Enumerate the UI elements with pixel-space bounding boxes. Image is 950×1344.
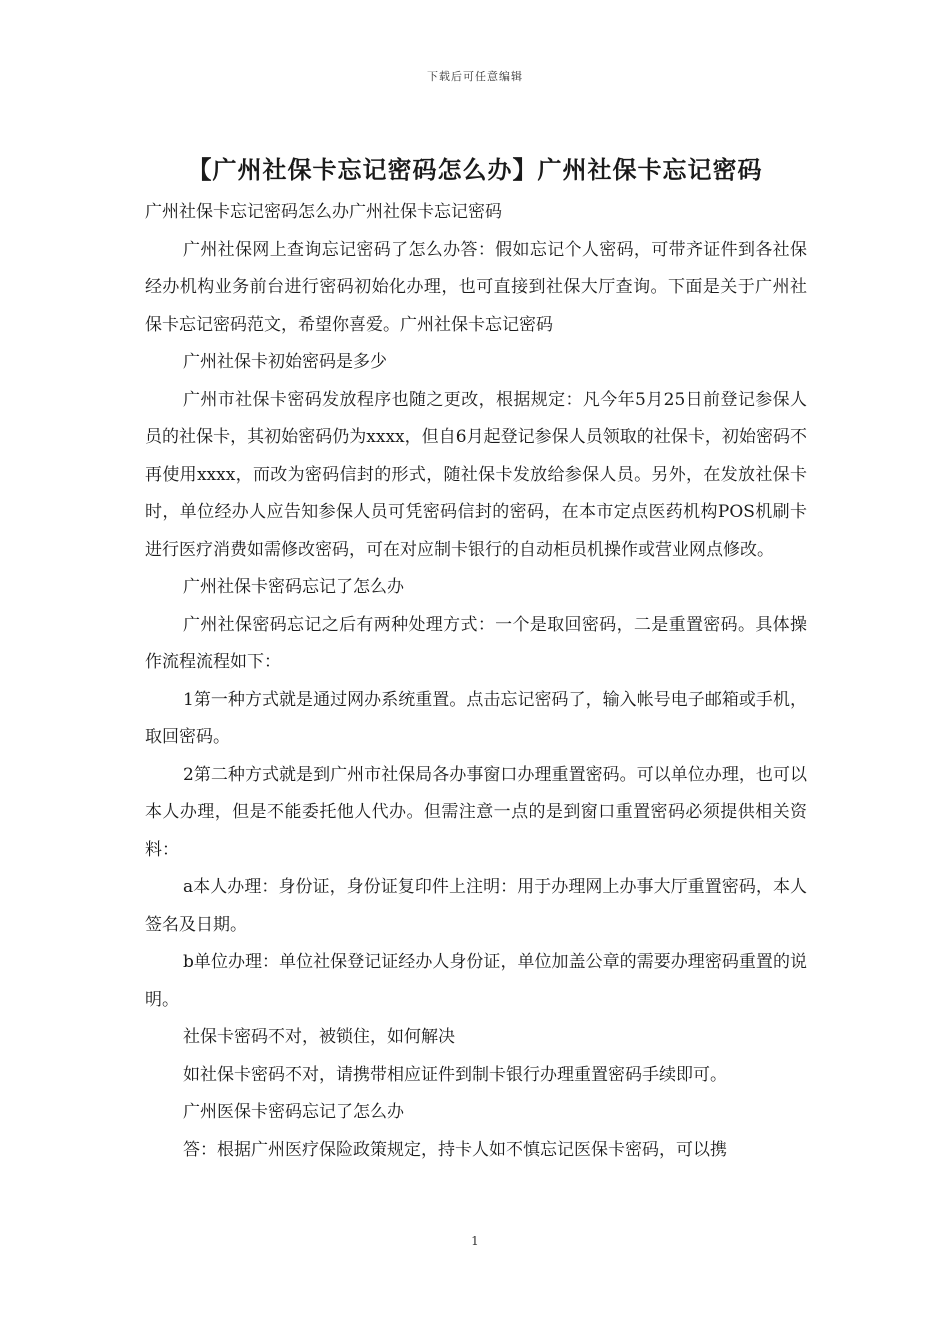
section-heading: 社保卡密码不对，被锁住，如何解决 (183, 1027, 455, 1047)
list-item: b单位办理：单位社保登记证经办人身份证，单位加盖公章的需要办理密码重置的说明。 (145, 952, 807, 1010)
paragraph: 广州社保卡忘记密码怎么办广州社保卡忘记密码 (145, 202, 502, 222)
paragraph: 答：根据广州医疗保险政策规定，持卡人如不慎忘记医保卡密码，可以携 (183, 1139, 727, 1160)
list-item: a本人办理：身份证，身份证复印件上注明：用于办理网上办事大厅重置密码，本人签名及日期。 (145, 877, 807, 935)
page-number: 1 (471, 1234, 479, 1248)
paragraph: 广州社保网上查询忘记密码了怎么办答：假如忘记个人密码，可带齐证件到各社保经办机构业务前台进行密码初始化办理，也可直接到社保大厅查询。下面是关于广州社保卡忘记密码范文，希望你喜爱。广州社保卡忘记密码 (145, 239, 807, 335)
list-item: 1第一种方式就是通过网办系统重置。点击忘记密码了，输入帐号电子邮箱或手机，取回密码。 (145, 689, 807, 747)
document-title: 【广州社保卡忘记密码怎么办】广州社保卡忘记密码 (187, 156, 763, 184)
section-heading: 广州医保卡密码忘记了怎么办 (183, 1102, 404, 1122)
section-heading: 广州社保卡初始密码是多少 (183, 352, 387, 372)
section-heading: 广州社保卡密码忘记了怎么办 (183, 577, 404, 597)
page-header-note: 下载后可任意编辑 (427, 70, 523, 83)
paragraph: 广州社保密码忘记之后有两种处理方式：一个是取回密码，二是重置密码。具体操作流程流程如下： (145, 614, 807, 672)
paragraph: 广州市社保卡密码发放程序也随之更改，根据规定：凡今年5月25日前登记参保人员的社保卡，其初始密码仍为xxxx，但自6月起登记参保人员领取的社保卡，初始密码不再使用xxxx，而改为密码信封的形式，随社保卡发放给参保人员。另外，在发放社保卡时，单位经办人应告知参保人员可凭密码信封的密码，在本市定点医药机构POS机刷卡进行医疗消费如需修改密码，可在对应制卡银行的自动柜员机操作或营业网点修改。 (145, 389, 807, 560)
paragraph: 如社保卡密码不对，请携带相应证件到制卡银行办理重置密码手续即可。 (183, 1064, 727, 1085)
document-body (145, 194, 807, 1169)
list-item: 2第二种方式就是到广州市社保局各办事窗口办理重置密码。可以单位办理，也可以本人办理，但是不能委托他人代办。但需注意一点的是到窗口重置密码必须提供相关资料： (145, 764, 807, 860)
